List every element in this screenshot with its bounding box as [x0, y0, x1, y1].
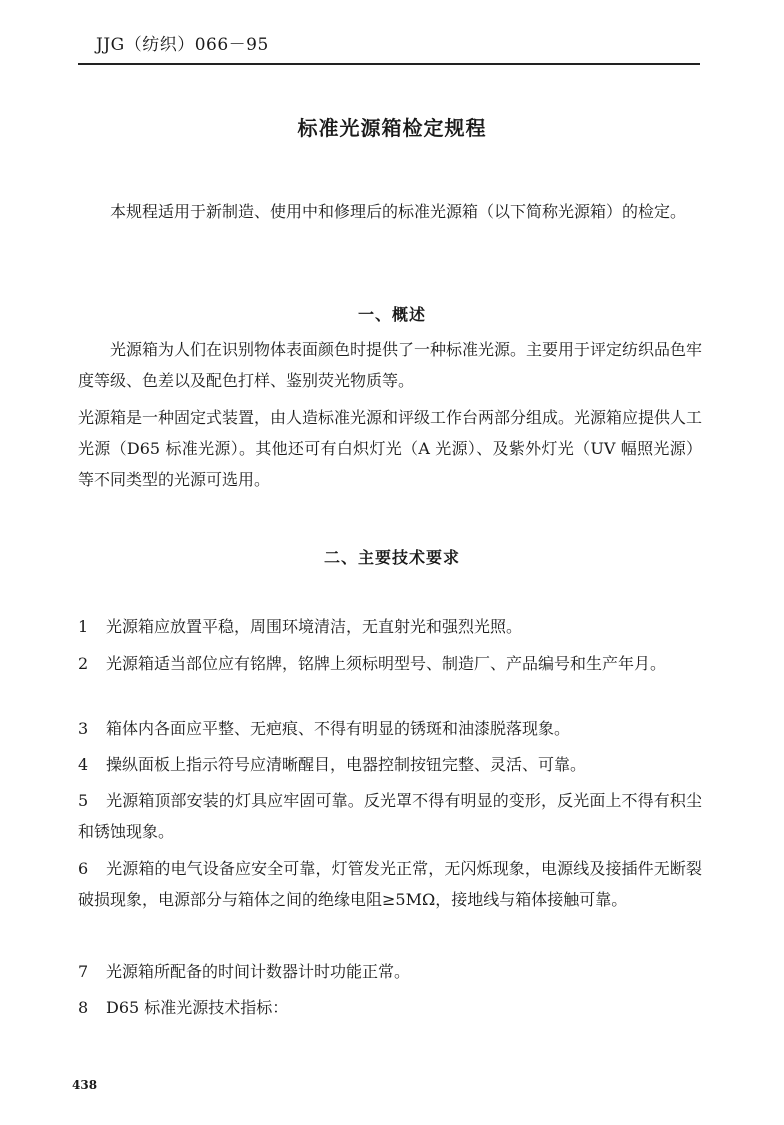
intro-paragraph: 本规程适用于新制造、使用中和修理后的标准光源箱（以下简称光源箱）的检定。: [110, 202, 687, 221]
requirement-text: 光源箱所配备的时间计数器计时功能正常。: [106, 962, 411, 981]
header-rule: [78, 63, 700, 65]
requirement-number: 2: [78, 654, 89, 673]
overview-paragraph-2: 光源箱是一种固定式装置，由人造标准光源和评级工作台两部分组成。光源箱应提供人工光源（D65 标准光源）。其他还可有白炽灯光（A 光源）、及紫外灯光（UV 幅照光源）等不同类型的光源可选用。: [78, 408, 703, 489]
requirement-item: [78, 785, 702, 847]
requirement-item: [78, 992, 702, 1023]
requirement-number: 6: [78, 859, 89, 878]
requirement-number: 3: [78, 719, 89, 738]
page-number: 438: [72, 1078, 98, 1092]
document-header: JJG（纺织）066－95: [96, 35, 269, 55]
requirement-item: [78, 713, 702, 744]
requirement-text: 光源箱应放置平稳，周围环境清洁，无直射光和强烈光照。: [106, 617, 523, 636]
requirement-number: 4: [78, 755, 89, 774]
requirement-item: [78, 853, 702, 915]
overview-paragraph-1: 光源箱为人们在识别物体表面颜色时提供了一种标准光源。主要用于评定纺织品色牢度等级、色差以及配色打样、鉴别荧光物质等。: [78, 340, 703, 390]
page-title: 标准光源箱检定规程: [297, 116, 487, 140]
requirement-number: 8: [78, 998, 89, 1017]
requirement-number: 5: [78, 791, 89, 810]
section-heading-requirements: 二、主要技术要求: [323, 548, 460, 567]
requirement-text: D65 标准光源技术指标：: [106, 998, 289, 1017]
section-heading-overview: 一、概述: [357, 305, 426, 324]
requirement-text: 箱体内各面应平整、无疤痕、不得有明显的锈斑和油漆脱落现象。: [106, 719, 571, 738]
requirement-text: 光源箱适当部位应有铭牌，铭牌上须标明型号、制造厂、产品编号和生产年月。: [106, 654, 667, 673]
requirement-text: 操纵面板上指示符号应清晰醒目，电器控制按钮完整、灵活、可靠。: [106, 755, 587, 774]
requirement-number: 7: [78, 962, 89, 981]
requirement-item: [78, 956, 702, 987]
requirement-item: [78, 648, 702, 679]
requirement-text: 光源箱的电气设备应安全可靠，灯管发光正常，无闪烁现象，电源线及接插件无断裂破损现象，电源部分与箱体之间的绝缘电阻≥5MΩ，接地线与箱体接触可靠。: [78, 859, 702, 909]
requirement-text: 光源箱顶部安装的灯具应牢固可靠。反光罩不得有明显的变形，反光面上不得有积尘和锈蚀现象。: [78, 791, 702, 841]
requirement-item: [78, 749, 702, 780]
requirement-item: [78, 611, 702, 642]
requirement-number: 1: [78, 617, 89, 636]
